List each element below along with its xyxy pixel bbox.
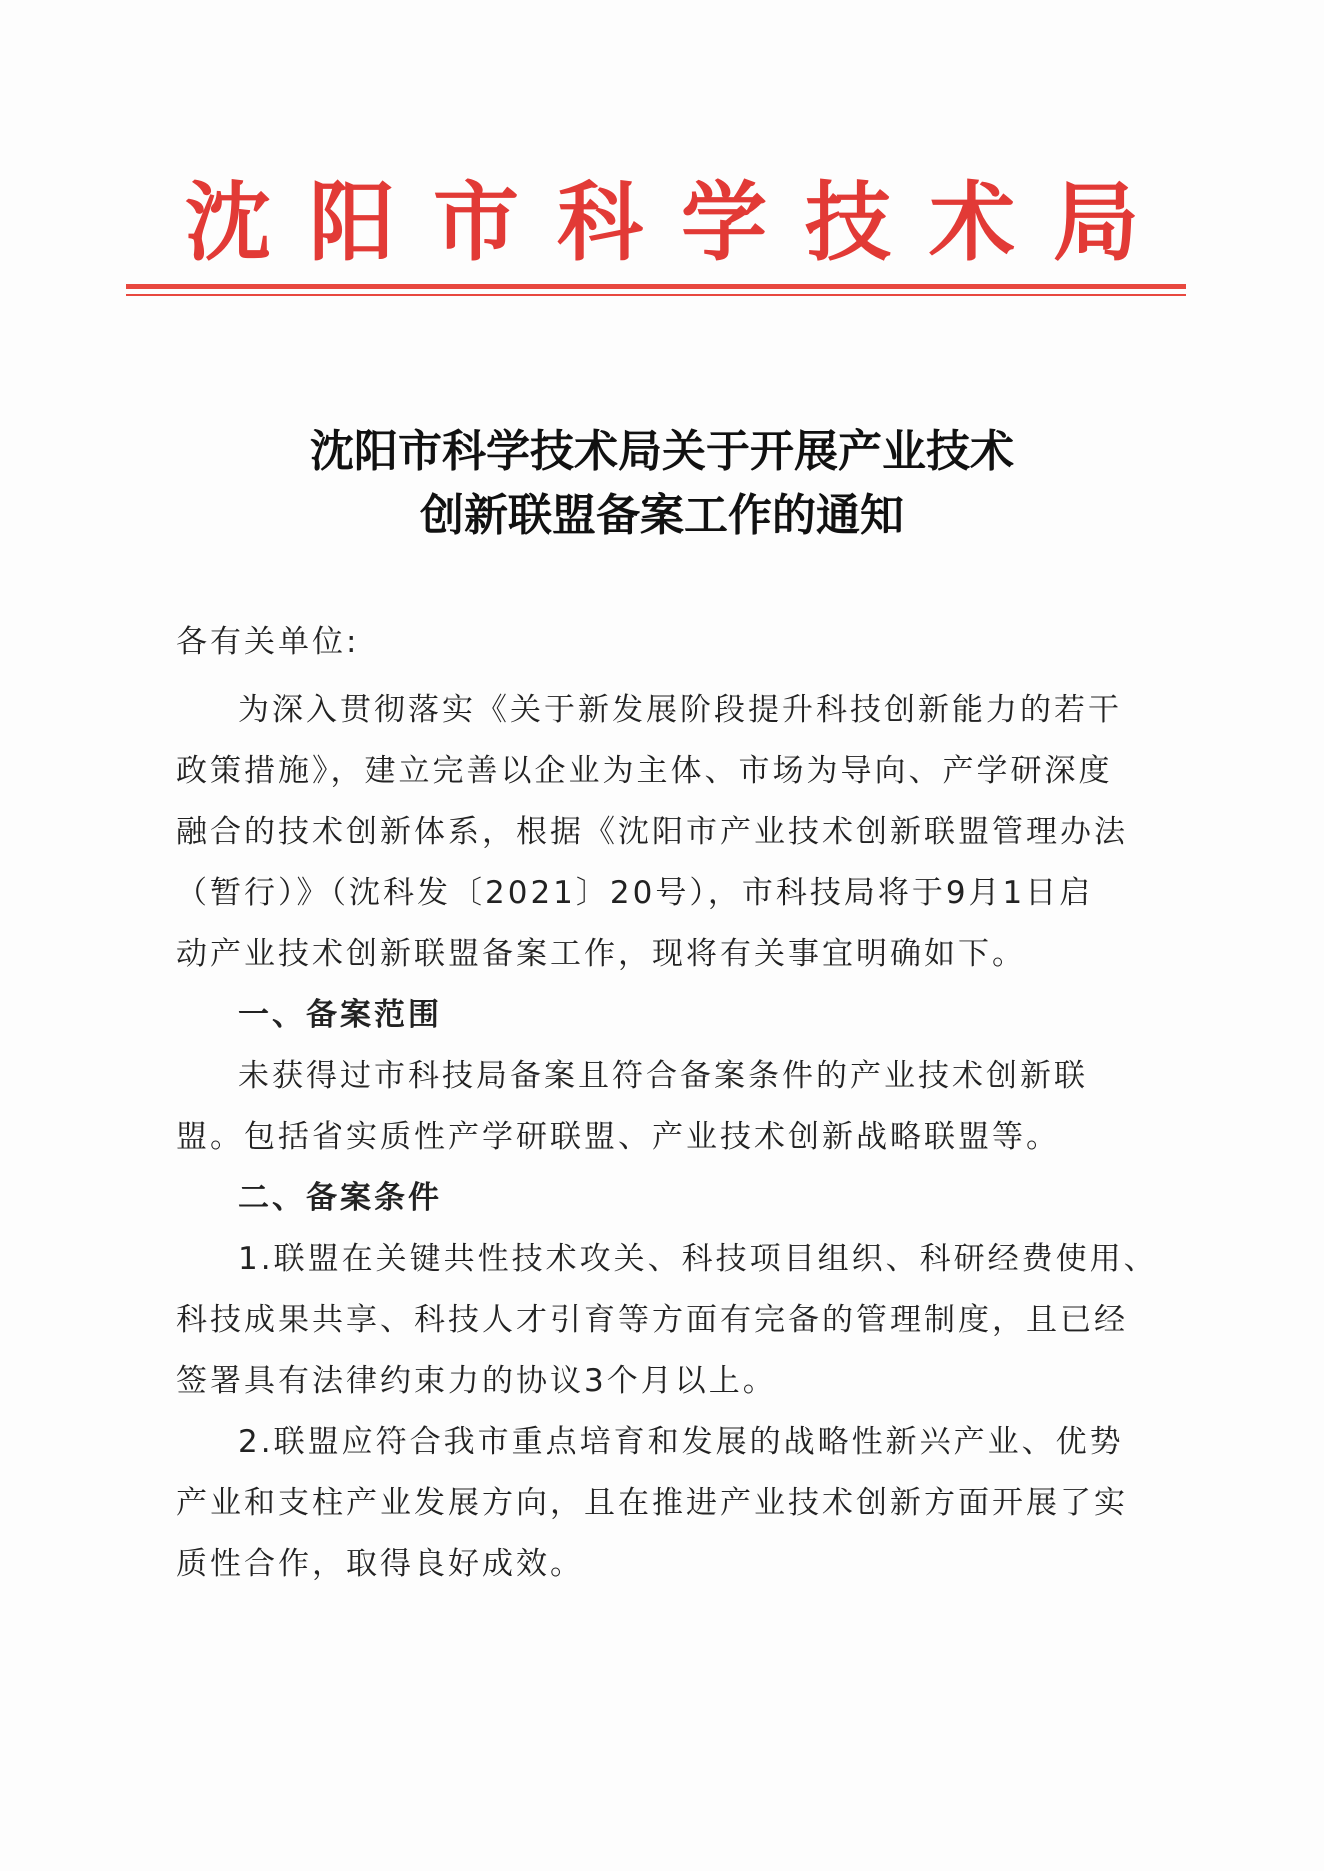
section-1-heading: 一、备案范围 <box>238 997 442 1033</box>
intro-line-4: （暂行）》（沈科发〔2021〕20号），市科技局将于9月1日启 <box>176 875 1094 911</box>
letterhead-red-rule-thick <box>126 284 1186 289</box>
section-2-item-1-line-1: 1.联盟在关键共性技术攻关、科技项目组织、科研经费使用、 <box>238 1241 1158 1277</box>
title-line-2: 创新联盟备案工作的通知 <box>420 490 904 541</box>
letterhead-org-name: 沈阳市科学技术局 <box>185 172 1177 273</box>
section-2-heading: 二、备案条件 <box>238 1180 442 1216</box>
section-2-item-2-line-2: 产业和支柱产业发展方向，且在推进产业技术创新方面开展了实 <box>176 1485 1128 1521</box>
document-title <box>0 420 1324 548</box>
title-line-1: 沈阳市科学技术局关于开展产业技术 <box>310 426 1014 477</box>
section-2-item-1-line-3: 签署具有法律约束力的协议3个月以上。 <box>176 1363 777 1399</box>
intro-line-5: 动产业技术创新联盟备案工作，现将有关事宜明确如下。 <box>176 936 1026 972</box>
section-2-item-2-line-3: 质性合作，取得良好成效。 <box>176 1546 584 1582</box>
section-2-item-1-line-2: 科技成果共享、科技人才引育等方面有完备的管理制度，且已经 <box>176 1302 1128 1338</box>
intro-line-3: 融合的技术创新体系，根据《沈阳市产业技术创新联盟管理办法 <box>176 814 1128 850</box>
intro-line-1: 为深入贯彻落实《关于新发展阶段提升科技创新能力的若干 <box>238 692 1122 728</box>
section-2-item-2-line-1: 2.联盟应符合我市重点培育和发展的战略性新兴产业、优势 <box>238 1424 1124 1460</box>
section-1-line-2: 盟。包括省实质性产学研联盟、产业技术创新战略联盟等。 <box>176 1119 1060 1155</box>
document-body <box>176 680 1176 1595</box>
letterhead-red-rule-thin <box>126 294 1186 296</box>
salutation: 各有关单位: <box>176 624 360 660</box>
intro-line-2: 政策措施》，建立完善以企业为主体、市场为导向、产学研深度 <box>176 753 1113 789</box>
section-1-line-1: 未获得过市科技局备案且符合备案条件的产业技术创新联 <box>238 1058 1088 1094</box>
